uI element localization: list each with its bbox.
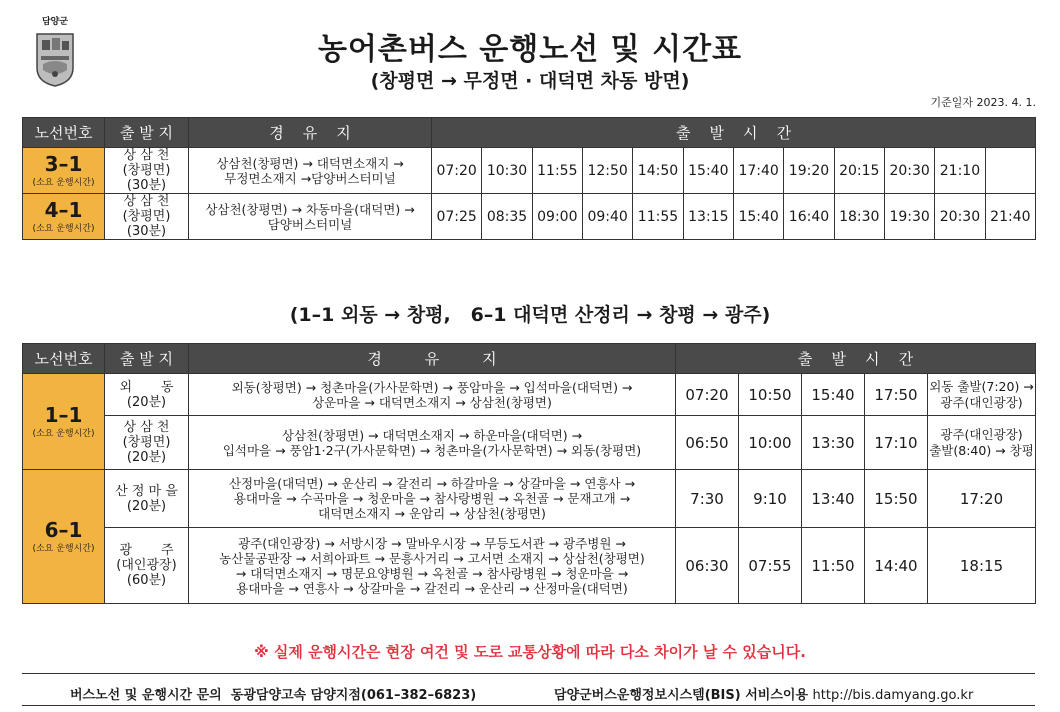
origin-duration: (30분) <box>126 224 167 239</box>
route-number: 3–1 <box>44 152 83 176</box>
section-title: (1–1 외동 → 창평, 6–1 대덕면 산정리 → 창평 → 광주) <box>289 304 771 326</box>
via-line: 상삼천(창평면) → 대덕면소재지 → <box>216 155 404 171</box>
footer-divider <box>22 705 1035 706</box>
time-cell: 15:40 <box>683 148 733 194</box>
route-number: 4–1 <box>44 198 83 222</box>
time-cell: 09:00 <box>532 194 582 240</box>
time-cell: 07:20 <box>676 374 739 416</box>
via-cell <box>189 470 676 528</box>
time-cell: 13:30 <box>802 416 865 470</box>
footer-bis <box>554 684 973 703</box>
via-line: 무정면소재지 →담양버스터미널 <box>224 170 396 186</box>
base-date: 기준일자 2023. 4. 1. <box>930 96 1036 109</box>
remark-cell <box>928 416 1036 470</box>
time-cell: 21:40 <box>985 194 1035 240</box>
time-cell: 16:40 <box>784 194 834 240</box>
header-times: 출 발 시 간 <box>432 118 1036 148</box>
header-origin: 출 발 지 <box>105 344 189 374</box>
table-row <box>23 470 1036 528</box>
footer-url-link[interactable]: http://bis.damyang.go.kr <box>812 688 974 703</box>
via-line: 입석마을 → 풍암1·2구(가사문학면) → 청촌마을(가사문학면) → 외동(창평면) <box>222 442 642 458</box>
footer-inquiry: 버스노선 및 운행시간 문의 동광담양고속 담양지점(061–382–6823) <box>70 688 477 703</box>
time-cell: 20:30 <box>884 148 934 194</box>
origin-duration: (30분) <box>126 178 167 193</box>
time-cell: 07:20 <box>432 148 482 194</box>
table-row <box>23 194 1036 240</box>
origin-name: 광 주 <box>119 543 174 558</box>
via-line: 농산물공판장 → 서희아파트 → 문흥사거리 → 고서면 소재지 → 상삼천(창평면) <box>219 550 645 566</box>
origin-cell <box>105 416 189 470</box>
time-cell: 10:30 <box>482 148 532 194</box>
via-cell <box>189 528 676 604</box>
time-cell: 17:40 <box>733 148 783 194</box>
origin-duration: (20분) <box>126 394 167 410</box>
table-row <box>23 374 1036 416</box>
header-route: 노선번호 <box>23 344 105 374</box>
origin-area: (창평면) <box>122 163 171 178</box>
remark-line: 외동 출발(7:20) → <box>929 378 1034 394</box>
time-cell: 17:50 <box>865 374 928 416</box>
timetable-route-3-4 <box>22 117 1036 240</box>
timetable-route-1-6 <box>22 343 1036 604</box>
via-line: → 대덕면소재지 → 명문요양병원 → 옥천골 → 참사랑병원 → 청운마을 → <box>235 565 629 581</box>
time-cell: 06:30 <box>676 528 739 604</box>
time-cell: 15:50 <box>865 470 928 528</box>
remark-cell: 17:20 <box>928 470 1036 528</box>
origin-duration: (20분) <box>126 498 167 514</box>
remark-cell <box>928 374 1036 416</box>
route-note: (소요 운행시간) <box>32 178 95 188</box>
via-cell <box>189 374 676 416</box>
route-note: (소요 운행시간) <box>32 224 95 234</box>
time-cell: 9:10 <box>739 470 802 528</box>
origin-name: 외 동 <box>119 379 174 395</box>
via-line: 외동(창평면) → 청촌마을(가사문학면) → 풍암마을 → 입석마을(대덕면) → <box>231 379 633 395</box>
time-cell: 20:30 <box>935 194 985 240</box>
footer-bis-label: 담양군버스운행정보시스템(BIS) 서비스이용 <box>554 688 809 703</box>
header-via: 경 유 지 <box>189 344 676 374</box>
notice: ※ 실제 운행시간은 현장 여건 및 도로 교통상황에 따라 다소 차이가 날 수 있습니다. <box>254 643 806 661</box>
time-cell: 07:25 <box>432 194 482 240</box>
route-cell <box>23 194 105 240</box>
origin-name: 상 삼 천 <box>123 148 170 163</box>
time-cell: 07:55 <box>739 528 802 604</box>
time-cell: 14:50 <box>633 148 683 194</box>
remark-line: 광주(대인광장) <box>940 394 1023 410</box>
time-cell: 19:30 <box>884 194 934 240</box>
via-line: 상삼천(창평면) → 대덕면소재지 → 하운마을(대덕면) → <box>281 427 583 443</box>
via-line: 대덕면소재지 → 운암리 → 상삼천(창평면) <box>318 506 546 521</box>
page-title: 농어촌버스 운행노선 및 시간표 <box>317 32 743 67</box>
remark-cell: 18:15 <box>928 528 1036 604</box>
footer-divider <box>22 673 1035 674</box>
table-row <box>23 528 1036 604</box>
header-origin: 출 발 지 <box>105 118 189 148</box>
remark-line: 광주(대인광장) <box>940 426 1023 442</box>
route-cell <box>23 374 105 470</box>
via-cell <box>189 416 676 470</box>
page-subtitle: (창평면 → 무정면 · 대덕면 차동 방면) <box>370 70 690 92</box>
time-cell: 08:35 <box>482 194 532 240</box>
time-cell: 13:40 <box>802 470 865 528</box>
time-cell: 15:40 <box>802 374 865 416</box>
time-cell: 10:50 <box>739 374 802 416</box>
origin-name: 상 삼 천 <box>123 194 170 209</box>
via-cell <box>189 148 432 194</box>
time-cell: 19:20 <box>784 148 834 194</box>
route-number: 6–1 <box>44 518 83 542</box>
route-note: (소요 운행시간) <box>32 544 95 554</box>
header-times: 출 발 시 간 <box>676 344 1036 374</box>
time-cell: 13:15 <box>683 194 733 240</box>
time-cell: 15:40 <box>733 194 783 240</box>
origin-cell <box>105 194 189 240</box>
table-row <box>23 148 1036 194</box>
route-cell <box>23 148 105 194</box>
time-cell: 11:50 <box>802 528 865 604</box>
time-cell: 11:55 <box>633 194 683 240</box>
time-cell: 20:15 <box>834 148 884 194</box>
origin-area: (창평면) <box>122 209 171 224</box>
time-cell: 7:30 <box>676 470 739 528</box>
time-cell: 11:55 <box>532 148 582 194</box>
via-line: 용대마을 → 연흥사 → 상갈마을 → 갈전리 → 운산리 → 산정마을(대덕면) <box>236 580 628 596</box>
emblem-brand: 담양군 <box>41 17 69 27</box>
time-cell <box>985 148 1035 194</box>
origin-name: 산 정 마 을 <box>115 483 178 499</box>
via-line: 용대마을 → 수곡마을 → 청운마을 → 참사랑병원 → 옥천골 → 문재고개 → <box>233 491 631 506</box>
origin-duration: (60분) <box>126 573 167 588</box>
route-note: (소요 운행시간) <box>32 429 95 439</box>
time-cell: 17:10 <box>865 416 928 470</box>
route-number: 1–1 <box>44 403 83 427</box>
time-cell: 12:50 <box>582 148 632 194</box>
origin-area: (대인광장) <box>116 558 177 573</box>
table-row <box>23 416 1036 470</box>
time-cell: 06:50 <box>676 416 739 470</box>
origin-cell <box>105 374 189 416</box>
time-cell: 18:30 <box>834 194 884 240</box>
origin-cell <box>105 148 189 194</box>
header-route: 노선번호 <box>23 118 105 148</box>
time-cell: 10:00 <box>739 416 802 470</box>
time-cell: 21:10 <box>935 148 985 194</box>
origin-name: 상 삼 천 <box>123 420 170 435</box>
origin-cell <box>105 528 189 604</box>
via-line: 담양버스터미널 <box>267 216 353 232</box>
time-cell: 14:40 <box>865 528 928 604</box>
route-cell <box>23 470 105 604</box>
via-line: 산정마을(대덕면) → 운산리 → 갈전리 → 하갈마을 → 상갈마을 → 연흥사 → <box>228 476 636 491</box>
origin-duration: (20분) <box>126 450 167 465</box>
origin-cell <box>105 470 189 528</box>
header-via: 경 유 지 <box>189 118 432 148</box>
via-line: 상삼천(창평면) → 차동마을(대덕면) → <box>205 201 415 217</box>
via-line: 광주(대인광장) → 서방시장 → 말바우시장 → 무등도서관 → 광주병원 → <box>238 535 626 551</box>
via-cell <box>189 194 432 240</box>
remark-line: 출발(8:40) → 창평 <box>929 442 1034 458</box>
via-line: 상운마을 → 대덕면소재지 → 상삼천(창평면) <box>312 394 552 410</box>
origin-area: (창평면) <box>122 435 171 450</box>
time-cell: 09:40 <box>582 194 632 240</box>
